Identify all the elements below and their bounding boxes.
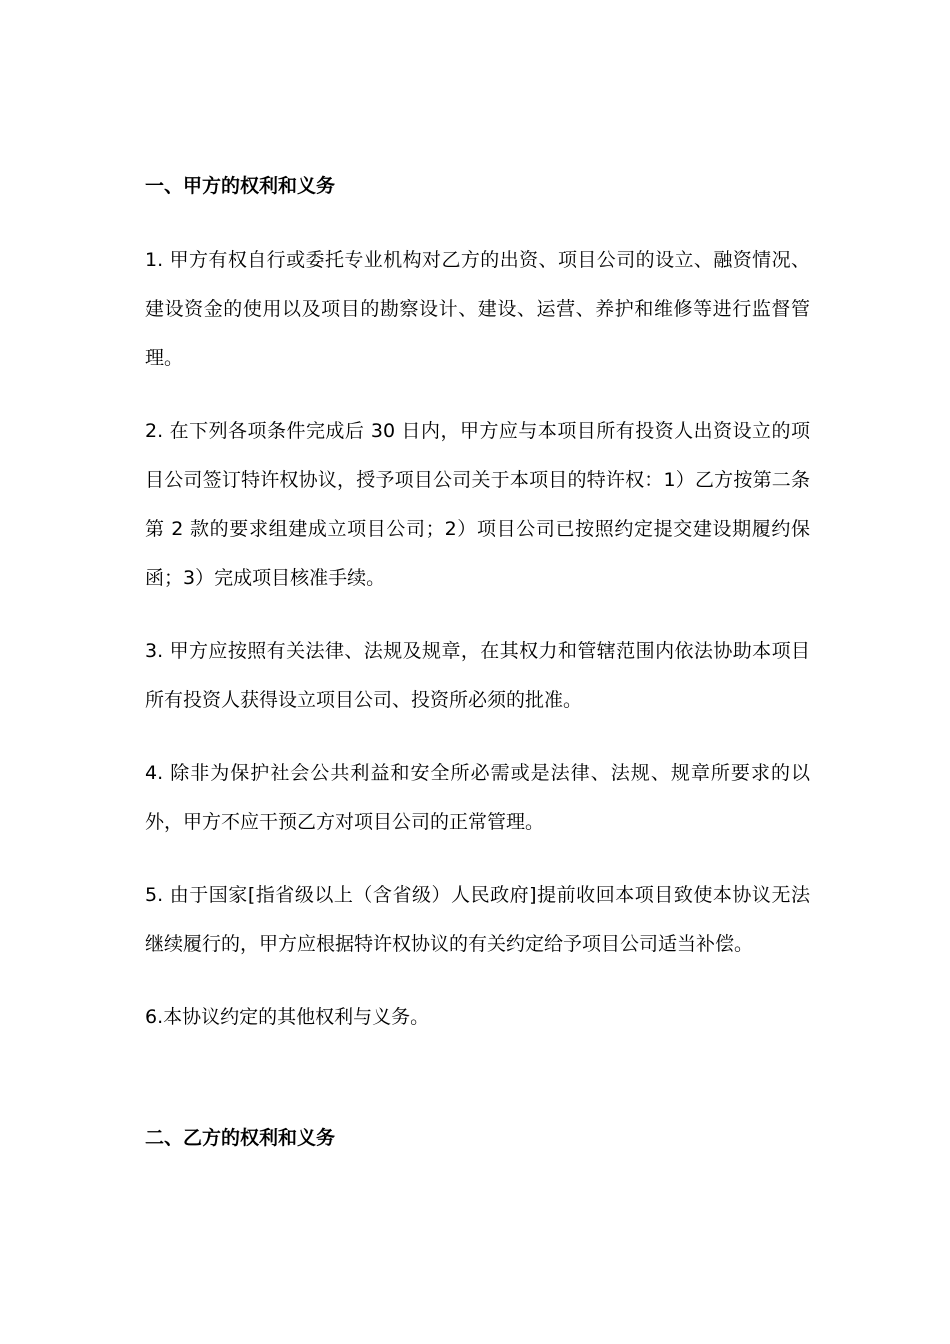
paragraph-item-3: 3. 甲方应按照有关法律、法规及规章，在其权力和管辖范围内依法协助本项目所有投资人获得设立项目公司、投资所必须的批准。 (145, 640, 810, 711)
section-heading-party-b: 二、乙方的权利和义务 (145, 1127, 336, 1149)
paragraph-item-2: 2. 在下列各项条件完成后 30 日内，甲方应与本项目所有投资人出资设立的项目公司签订特许权协议，授予项目公司关于本项目的特许权：1）乙方按第二条第 2 款的要求组建成立项目公司；2）项目公司已按照约定提交建设期履约保函；3）完成项目核准手续。 (145, 420, 810, 589)
paragraph-item-6: 6.本协议约定的其他权利与义务。 (145, 1006, 430, 1028)
section-heading-party-a: 一、甲方的权利和义务 (145, 175, 336, 197)
paragraph-item-5: 5. 由于国家[指省级以上（含省级）人民政府]提前收回本项目致使本协议无法继续履行的，甲方应根据特许权协议的有关约定给予项目公司适当补偿。 (145, 884, 810, 955)
paragraph-item-4: 4. 除非为保护社会公共利益和安全所必需或是法律、法规、规章所要求的以外，甲方不应干预乙方对项目公司的正常管理。 (145, 762, 810, 833)
paragraph-item-1: 1. 甲方有权自行或委托专业机构对乙方的出资、项目公司的设立、融资情况、建设资金的使用以及项目的勘察设计、建设、运营、养护和维修等进行监督管理。 (145, 249, 810, 369)
document-body (145, 162, 810, 1162)
